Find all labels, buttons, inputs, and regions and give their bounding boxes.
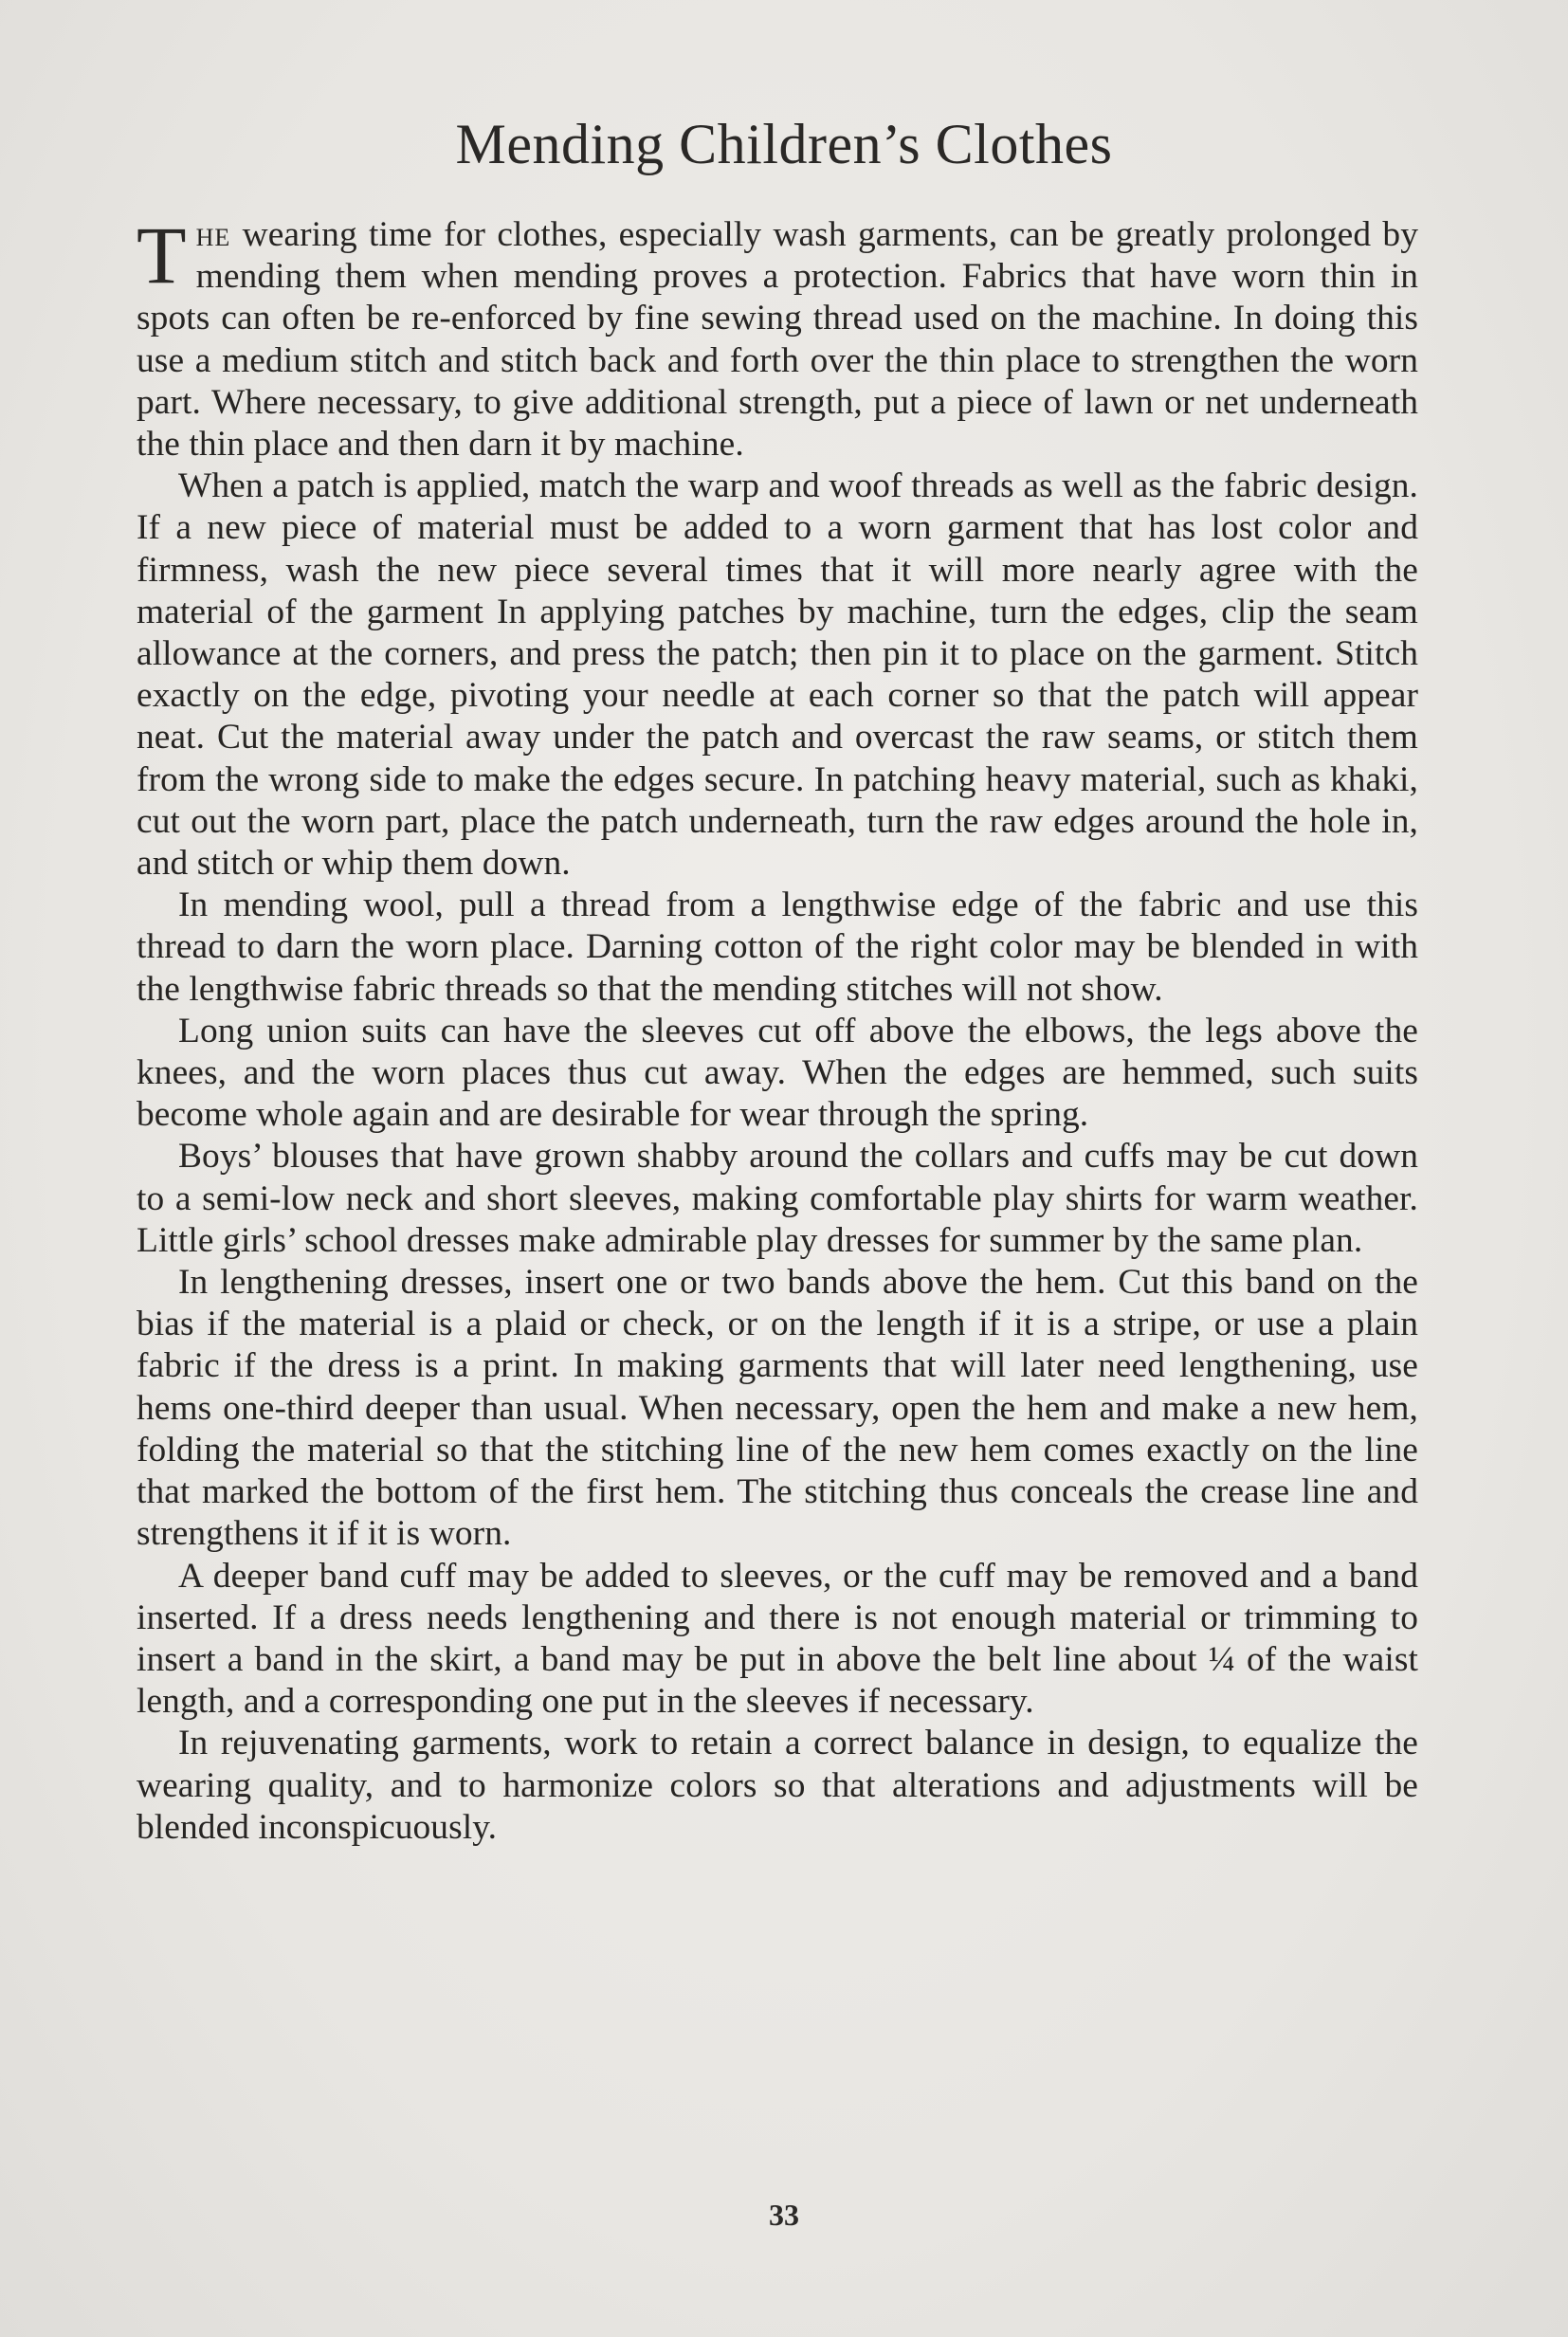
page-number: 33 xyxy=(769,2198,799,2232)
paragraph-3: In mending wool, pull a thread from a lengthwise edge of the fabric and use this thread to darn the worn place. Darning cotton of the right color may be blended in with the lengthwise fabric threads so that the mending stitches will not show. xyxy=(137,886,1418,1009)
paragraph-1-text: wearing time for clothes, especially wash garments, can be greatly prolonged by mending them when mending proves a protection. Fabrics that have worn thin in spots can often be re-enforced by fine sewing thread used on the machine. In doing this use a medium stitch and stitch back and forth over the thin place to strengthen the worn part. Where necessary, to give additional strength, put a piece of lawn or net underneath the thin place and then darn it by machine. xyxy=(137,215,1419,465)
paragraph-5: Boys’ blouses that have grown shabby around the collars and cuffs may be cut down to a semi-low neck and short sleeves, making comfortable play shirts for warm weather. Little girls’ school dresses make admirable play dresses for summer by the same plan. xyxy=(137,1137,1418,1260)
paragraph-1 xyxy=(137,210,1419,466)
paragraph-8: In rejuvenating garments, work to retain a correct balance in design, to equalize the wearing quality, and to harmonize colors so that alterations and adjustments will be blended inconspicuously. xyxy=(137,1724,1418,1847)
drop-cap: T xyxy=(137,210,187,301)
paragraph-4: Long union suits can have the sleeves cut off above the elbows, the legs above the knees, and the worn places thus cut away. When the edges are hemmed, such suits become whole again and are desirable for wear through the spring. xyxy=(137,1011,1418,1135)
page-title: Mending Children’s Clothes xyxy=(455,113,1113,175)
paragraph-6: In lengthening dresses, insert one or two bands above the hem. Cut this band on the bias if the material is a plaid or check, or on the length if it is a stripe, or use a plain fabric if the dress is a print. In making garments that will later need lengthening, use hems one-third deeper than usual. When necessary, open the hem and make a new hem, folding the material so that the stitching line of the new hem comes exactly on the line that marked the bottom of the first hem. The stitching thus conceals the crease line and strengthens it if it is worn. xyxy=(137,1263,1418,1554)
article-body xyxy=(137,210,1419,1849)
paragraph-7: A deeper band cuff may be added to sleeves, or the cuff may be removed and a band inserted. If a dress needs lengthening and there is not enough material or trimming to insert a band in the skirt, a band may be put in above the belt line about ¼ of the waist length, and a corresponding one put in the sleeves if necessary. xyxy=(137,1556,1418,1722)
paragraph-2: When a patch is applied, match the warp and woof threads as well as the fabric design. If a new piece of material must be added to a worn garment that has lost color and firmness, wash the new piece several times that it will more nearly agree with the material of the garment In applying patches by machine, turn the edges, clip the seam allowance at the corners, and press the patch; then pin it to place on the garment. Stitch exactly on the edge, pivoting your needle at each corner so that the patch will appear neat. Cut the material away under the patch and overcast the raw seams, or stitch them from the wrong side to make the edges secure. In patching heavy material, such as khaki, cut out the worn part, place the patch underneath, turn the raw edges around the hole in, and stitch or whip them down. xyxy=(137,466,1418,884)
first-word-small-caps: he xyxy=(195,215,231,254)
